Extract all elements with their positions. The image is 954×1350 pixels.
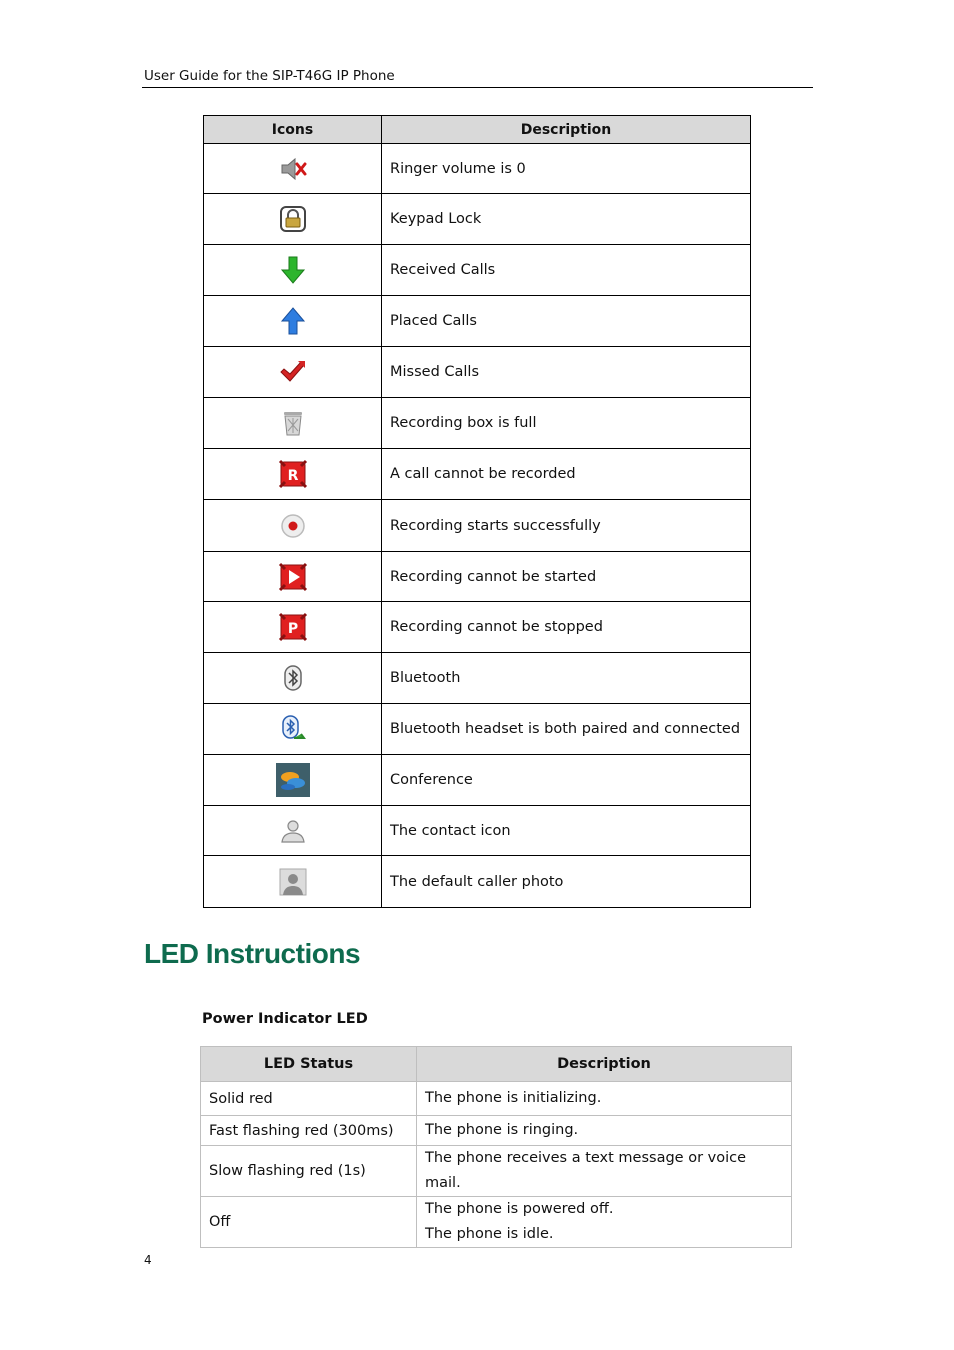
icon-description: The default caller photo <box>382 856 751 908</box>
icons-table-row <box>204 144 751 194</box>
trash-bin-icon <box>276 406 310 440</box>
icon-description: Ringer volume is 0 <box>382 144 751 194</box>
page-number: 4 <box>144 1253 152 1267</box>
icon-cell <box>204 296 382 347</box>
icons-table-row <box>204 552 751 602</box>
icon-cell <box>204 755 382 806</box>
record-stop-error-icon <box>276 610 310 644</box>
icon-cell <box>204 245 382 296</box>
page-header: User Guide for the SIP-T46G IP Phone <box>144 68 395 84</box>
led-status-cell: Slow flashing red (1s) <box>201 1146 417 1197</box>
led-description-column-header: Description <box>417 1047 792 1082</box>
icon-description: Received Calls <box>382 245 751 296</box>
led-table-row <box>201 1197 792 1248</box>
icon-description: Recording cannot be stopped <box>382 602 751 653</box>
icons-table-header-row <box>204 116 751 144</box>
description-column-header: Description <box>382 116 751 144</box>
icons-table-row <box>204 194 751 245</box>
record-dot-icon <box>276 509 310 543</box>
led-description-cell <box>417 1146 792 1197</box>
icon-cell <box>204 194 382 245</box>
led-table-row <box>201 1116 792 1146</box>
led-description-cell <box>417 1116 792 1146</box>
icon-cell <box>204 856 382 908</box>
led-table <box>200 1046 792 1248</box>
record-start-error-icon <box>276 560 310 594</box>
lock-icon <box>276 202 310 236</box>
led-description-line: The phone receives a text message or voice mail. <box>425 1150 747 1191</box>
icon-description: Conference <box>382 755 751 806</box>
icon-description: Recording cannot be started <box>382 552 751 602</box>
icon-cell <box>204 602 382 653</box>
led-table-row <box>201 1146 792 1197</box>
icon-description: Bluetooth <box>382 653 751 704</box>
bluetooth-icon <box>276 661 310 695</box>
header-divider <box>142 87 813 88</box>
led-description-cell <box>417 1197 792 1248</box>
icons-table-row <box>204 449 751 500</box>
icon-cell <box>204 449 382 500</box>
led-description-line: The phone is powered off. <box>425 1201 614 1217</box>
green-down-arrow-icon <box>276 253 310 287</box>
icon-description: Missed Calls <box>382 347 751 398</box>
icon-cell <box>204 653 382 704</box>
muted-speaker-icon <box>276 152 310 186</box>
icon-description: Keypad Lock <box>382 194 751 245</box>
icons-table-row <box>204 704 751 755</box>
led-table-header-row <box>201 1047 792 1082</box>
blue-up-arrow-icon <box>276 304 310 338</box>
icon-description: Recording box is full <box>382 398 751 449</box>
bluetooth-connected-icon <box>276 712 310 746</box>
icons-table-row <box>204 245 751 296</box>
icons-table-row <box>204 806 751 856</box>
conference-icon <box>276 763 310 797</box>
icon-cell <box>204 398 382 449</box>
icon-cell <box>204 704 382 755</box>
icon-cell <box>204 144 382 194</box>
sub-title: Power Indicator LED <box>202 1011 368 1027</box>
section-title: LED Instructions <box>144 938 361 969</box>
icons-table-row <box>204 500 751 552</box>
contact-icon <box>276 814 310 848</box>
led-description-line: The phone is initializing. <box>425 1090 602 1106</box>
led-description-line: The phone is idle. <box>425 1226 554 1242</box>
icons-table-row <box>204 602 751 653</box>
record-error-icon <box>276 457 310 491</box>
led-description-line: The phone is ringing. <box>425 1122 579 1138</box>
icons-table <box>203 115 751 908</box>
icon-cell <box>204 347 382 398</box>
led-table-row <box>201 1082 792 1116</box>
led-status-cell: Off <box>201 1197 417 1248</box>
led-status-cell: Solid red <box>201 1082 417 1116</box>
icons-table-row <box>204 347 751 398</box>
icon-cell <box>204 806 382 856</box>
icon-cell <box>204 500 382 552</box>
svg-text:R: R <box>287 468 298 484</box>
led-description-cell <box>417 1082 792 1116</box>
svg-text:P: P <box>287 621 298 637</box>
icons-table-row <box>204 296 751 347</box>
icon-description: Placed Calls <box>382 296 751 347</box>
icon-description: The contact icon <box>382 806 751 856</box>
icons-table-row <box>204 398 751 449</box>
icon-description: Bluetooth headset is both paired and connected <box>382 704 751 755</box>
icon-description: A call cannot be recorded <box>382 449 751 500</box>
caller-photo-icon <box>276 865 310 899</box>
icon-description: Recording starts successfully <box>382 500 751 552</box>
led-status-cell: Fast flashing red (300ms) <box>201 1116 417 1146</box>
icons-column-header: Icons <box>204 116 382 144</box>
icons-table-row <box>204 755 751 806</box>
red-missed-call-arrow-icon <box>276 355 310 389</box>
icon-cell <box>204 552 382 602</box>
icons-table-row <box>204 856 751 908</box>
icons-table-row <box>204 653 751 704</box>
led-status-column-header: LED Status <box>201 1047 417 1082</box>
